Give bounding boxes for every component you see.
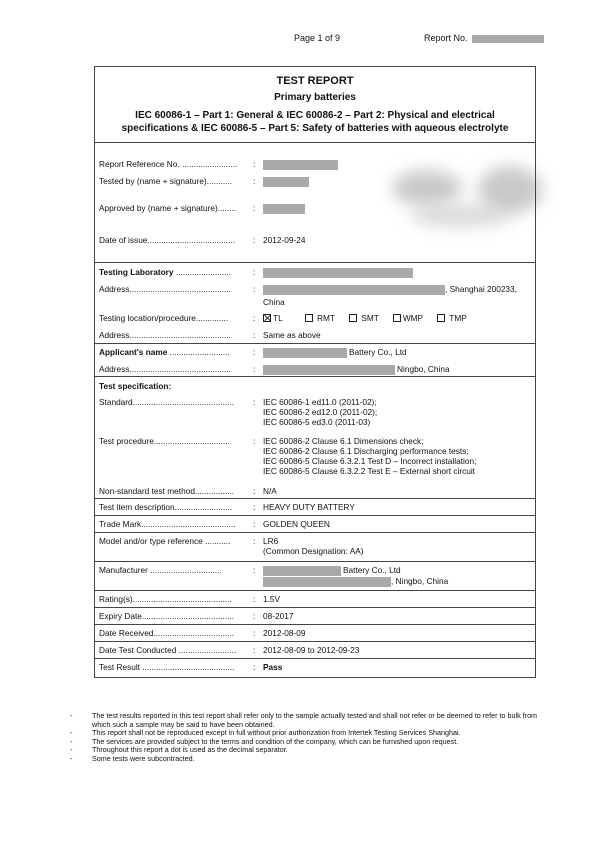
- option-wmp[interactable]: WMP: [393, 313, 423, 323]
- divider: [95, 142, 535, 143]
- redaction-block: [263, 577, 391, 587]
- footer-note: - The test results reported in this test report shall refer only to the sample actually tested and shall not refer or be deemed to refer to bulk from which such a sample may be said to have been obtained.: [70, 711, 538, 729]
- standards-line-2: specifications & IEC 60086-5 – Part 5: Safety of batteries with aqueous electrolyte: [121, 123, 509, 134]
- checkbox-icon[interactable]: [437, 314, 445, 322]
- report-number: [424, 33, 544, 43]
- redaction-block: [263, 285, 445, 295]
- divider: [95, 607, 535, 608]
- redaction-block: [263, 160, 338, 170]
- redaction-block: [472, 35, 544, 43]
- divider: [95, 498, 535, 499]
- checkbox-icon[interactable]: [393, 314, 401, 322]
- redaction-block: [263, 268, 413, 278]
- report-subtitle: Primary batteries: [274, 92, 356, 103]
- divider: [95, 641, 535, 642]
- option-smt[interactable]: SMT: [349, 313, 379, 323]
- footer-note: - Some tests were subcontracted.: [70, 753, 195, 763]
- report-number-label: Report No.: [424, 33, 468, 43]
- footer-note: - This report shall not be reproduced except in full without prior authorization from Intertek Testing Services Shanghai.: [70, 728, 461, 737]
- page-number: Page 1 of 9: [294, 33, 341, 43]
- divider: [95, 624, 535, 625]
- report-title-block: [95, 75, 535, 135]
- report-title: TEST REPORT: [276, 75, 354, 87]
- checkbox-icon[interactable]: [349, 314, 357, 322]
- divider: [95, 515, 535, 516]
- footer-note: - The services are provided subject to the terms and condition of the company, which can be furnished upon request.: [70, 736, 459, 746]
- divider: [95, 262, 535, 263]
- divider: [95, 561, 535, 562]
- divider: [95, 532, 535, 533]
- checkbox-checked-icon[interactable]: [263, 314, 271, 322]
- standards-line-1: IEC 60086-1 – Part 1: General & IEC 60086-2 – Part 2: Physical and electrical: [135, 110, 495, 121]
- redaction-block: [263, 204, 305, 214]
- date-of-issue-value: 2012-09-24: [263, 235, 306, 245]
- divider: [95, 343, 535, 344]
- redaction-block: [263, 566, 341, 576]
- report-frame: TEST REPORT Primary batteries IEC 60086-1 – Part 1: General & IEC 60086-2 – Part 2: Physical and electrical specifications & IEC 60086-5 – Part 5: Safety of batteries with aqueous electrolyte Report Reference No. ........................ : Tested by (name + signature)........... : Approved by (name + signature)........ : Date of issue...................................... : 2012-09-24 Testing Laboratory ........................ : Address............................................ : , Shanghai 200233, China Testing location/procedure.............. : TL RMT SMT WMP TMP Address............................................ : Same as above Applicant's name .......................... : Battery Co., Ltd Address............................................ : Ningbo, China Test specification: Standard............................................ : IEC 60086-1 ed11.0 (2011-02); IEC 60086-2 ed12.0 (2011-02); IEC 60086-5 ed3.0 (2011-03) Test procedure................................. : IEC 60086-2 Clause 6.1 Dimensions check; IEC 60086-2 Clause 6.1 Discharging performance tests; IEC 60086-5 Clause 6.3.2.1 Test D – Incorrect installation; IEC 60086-5 Clause 6.3.2.2 Test E – External short circuit Non-standard test method................. : N/A Test item description......................... : HEAVY DUTY BATTERY Trade Mark......................................... : GOLDEN QUEEN Model and/or type reference ........... : LR6 (Common Designation: AA) Manufacturer ............................... : Battery Co., Ltd , Ningbo, China Rating(s)........................................... : 1.5V Expiry Date........................................ : 08-2017 Date Received................................... : 2012-08-09 Date Test Conducted ......................... : 2012-08-09 to 2012-09-23 Test Result ........................................ : Pass: [94, 66, 536, 678]
- divider: [95, 590, 535, 591]
- redaction-block: [263, 177, 309, 187]
- redaction-block: [263, 365, 395, 375]
- footer-note: - Throughout this report a dot is used as the decimal separator.: [70, 745, 288, 754]
- option-tmp[interactable]: TMP: [437, 313, 467, 323]
- redaction-block: [263, 348, 347, 358]
- checkbox-icon[interactable]: [305, 314, 313, 322]
- divider: [95, 376, 535, 377]
- footer-notes: [70, 712, 540, 763]
- option-rmt[interactable]: RMT: [305, 313, 335, 323]
- divider: [95, 658, 535, 659]
- option-tl[interactable]: TL: [263, 313, 283, 323]
